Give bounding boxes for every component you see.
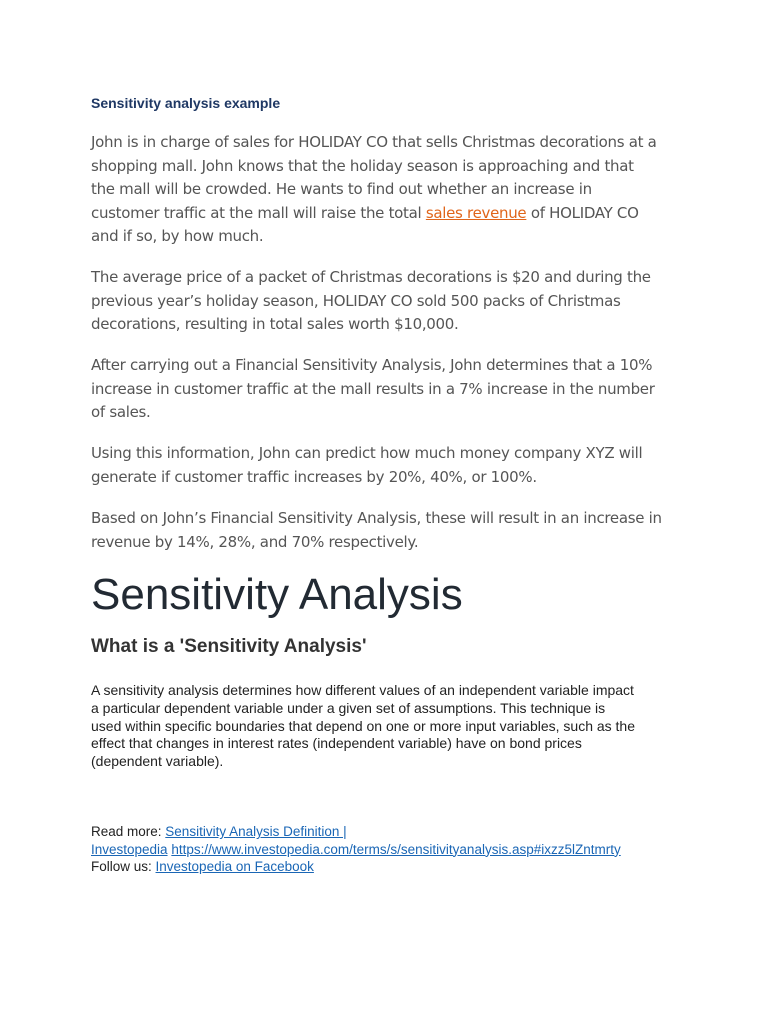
text-line	[91, 202, 686, 226]
text-line: (dependent variable).	[91, 753, 224, 770]
text-line: used within specific boundaries that depend on one or more input variables, such as the	[91, 717, 636, 734]
paragraph-result	[91, 507, 686, 554]
definition-paragraph	[91, 682, 691, 771]
text-line: generate if customer traffic increases by 20%, 40%, or 100%.	[91, 467, 537, 486]
text-line: John is in charge of sales for HOLIDAY CO that sells Christmas decorations at a	[91, 133, 657, 151]
paragraph-analysis	[91, 354, 686, 425]
text-line: Based on John’s Financial Sensitivity Analysis, these will result in an increase in	[91, 509, 662, 527]
facebook-link[interactable]: Investopedia on Facebook	[155, 859, 314, 874]
text-line: a particular dependent variable under a given set of assumptions. This technique is	[91, 699, 606, 716]
article-subtitle: What is a 'Sensitivity Analysis'	[91, 636, 367, 657]
read-more-label: Read more:	[91, 824, 166, 839]
paragraph-prediction	[91, 442, 686, 489]
source-url-link[interactable]: https://www.investopedia.com/terms/s/sensitivityanalysis.asp#ixzz5lZntmrty	[171, 841, 621, 857]
sales-revenue-link[interactable]: sales revenue	[425, 203, 527, 222]
text-line: and if so, by how much.	[91, 227, 264, 245]
text-line: decorations, resulting in total sales worth $10,000.	[91, 315, 459, 333]
article-title: Sensitivity Analysis	[91, 570, 463, 619]
text-line: of sales.	[91, 403, 151, 421]
text-line	[91, 823, 691, 841]
text-line: increase in customer traffic at the mall results in a 7% increase in the number	[91, 379, 655, 398]
text-line: A sensitivity analysis determines how different values of an independent variable impact	[91, 682, 634, 698]
text-line: After carrying out a Financial Sensitivity Analysis, John determines that a 10%	[91, 356, 653, 374]
text-line: Using this information, John can predict how much money company XYZ will	[91, 444, 643, 462]
paragraph-intro	[91, 131, 686, 249]
investopedia-link[interactable]: Investopedia	[91, 841, 168, 857]
text-segment: of HOLIDAY CO	[526, 203, 639, 222]
text-segment: customer traffic at the mall will raise the total	[91, 203, 426, 222]
text-line: revenue by 14%, 28%, and 70% respectively.	[91, 532, 419, 551]
text-line: previous year’s holiday season, HOLIDAY CO sold 500 packs of Christmas	[91, 291, 621, 310]
text-line: The average price of a packet of Christmas decorations is $20 and during the	[91, 268, 651, 286]
paragraph-price	[91, 266, 686, 337]
text-line: shopping mall. John knows that the holiday season is approaching and that	[91, 156, 634, 175]
example-heading: Sensitivity analysis example	[91, 95, 281, 111]
text-line	[91, 858, 691, 876]
definition-link[interactable]: Sensitivity Analysis Definition |	[165, 824, 347, 839]
text-line: the mall will be crowded. He wants to find out whether an increase in	[91, 180, 592, 198]
text-line: effect that changes in interest rates (independent variable) have on bond prices	[91, 735, 582, 752]
follow-us-label: Follow us:	[91, 859, 156, 874]
text-line	[91, 841, 691, 859]
read-more-block	[91, 823, 691, 876]
